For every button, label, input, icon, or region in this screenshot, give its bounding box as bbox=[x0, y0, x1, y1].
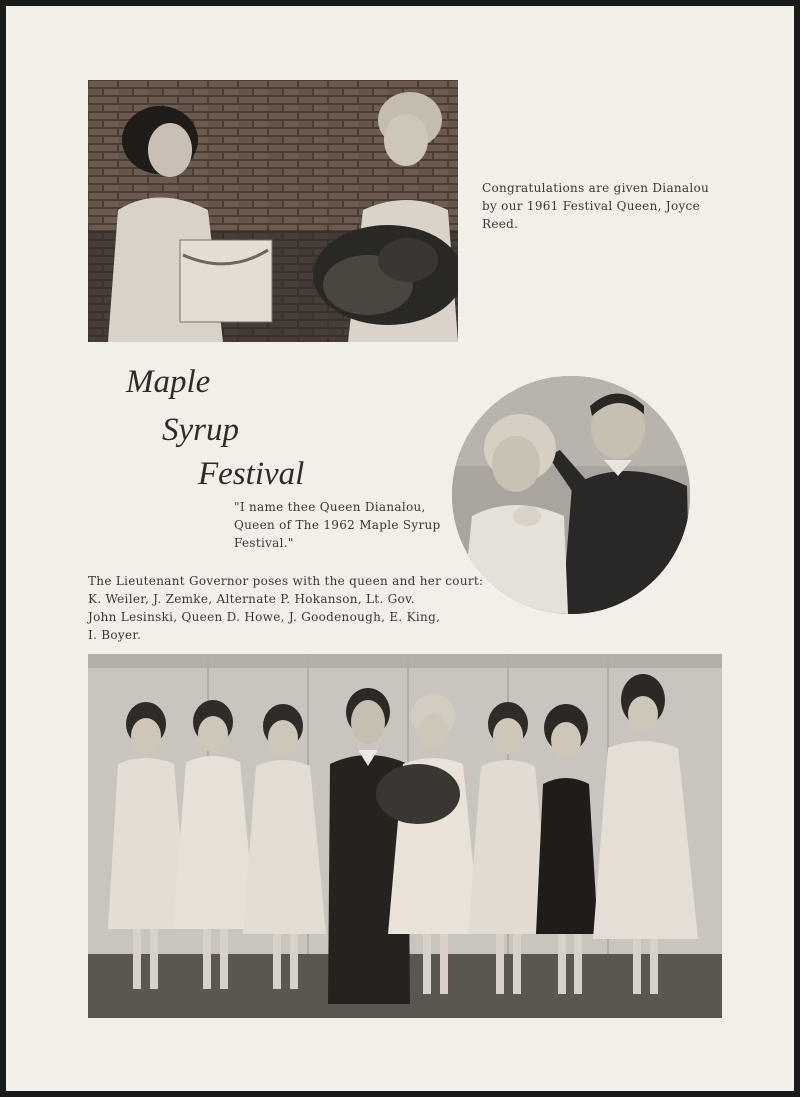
quote-line-2: Queen of The 1962 Maple Syrup bbox=[234, 518, 441, 532]
court-caption-line-1: The Lieutenant Governor poses with the queen and her court: bbox=[88, 574, 484, 588]
title-syrup: Syrup bbox=[162, 412, 239, 448]
title-festival: Festival bbox=[198, 456, 305, 492]
congratulations-photo-art bbox=[88, 80, 458, 342]
quote-line-3: Festival." bbox=[234, 536, 294, 550]
court-group-photo-art bbox=[88, 654, 722, 1018]
court-caption-line-4: I. Boyer. bbox=[88, 628, 142, 642]
coronation-quote bbox=[234, 498, 441, 552]
crowning-photo-art bbox=[452, 376, 690, 614]
court-group-photo bbox=[88, 654, 722, 1018]
quote-line-1: "I name thee Queen Dianalou, bbox=[234, 500, 426, 514]
crowning-photo bbox=[452, 376, 690, 614]
congratulations-photo bbox=[88, 80, 458, 342]
yearbook-page bbox=[6, 6, 794, 1091]
court-caption bbox=[88, 572, 483, 644]
court-caption-line-2: K. Weiler, J. Zemke, Alternate P. Hokanson, Lt. Gov. bbox=[88, 592, 415, 606]
top-caption: Congratulations are given Dianalou by our 1961 Festival Queen, Joyce Reed. bbox=[482, 181, 710, 231]
title-maple: Maple bbox=[126, 364, 211, 400]
court-caption-line-3: John Lesinski, Queen D. Howe, J. Goodenough, E. King, bbox=[88, 610, 441, 624]
